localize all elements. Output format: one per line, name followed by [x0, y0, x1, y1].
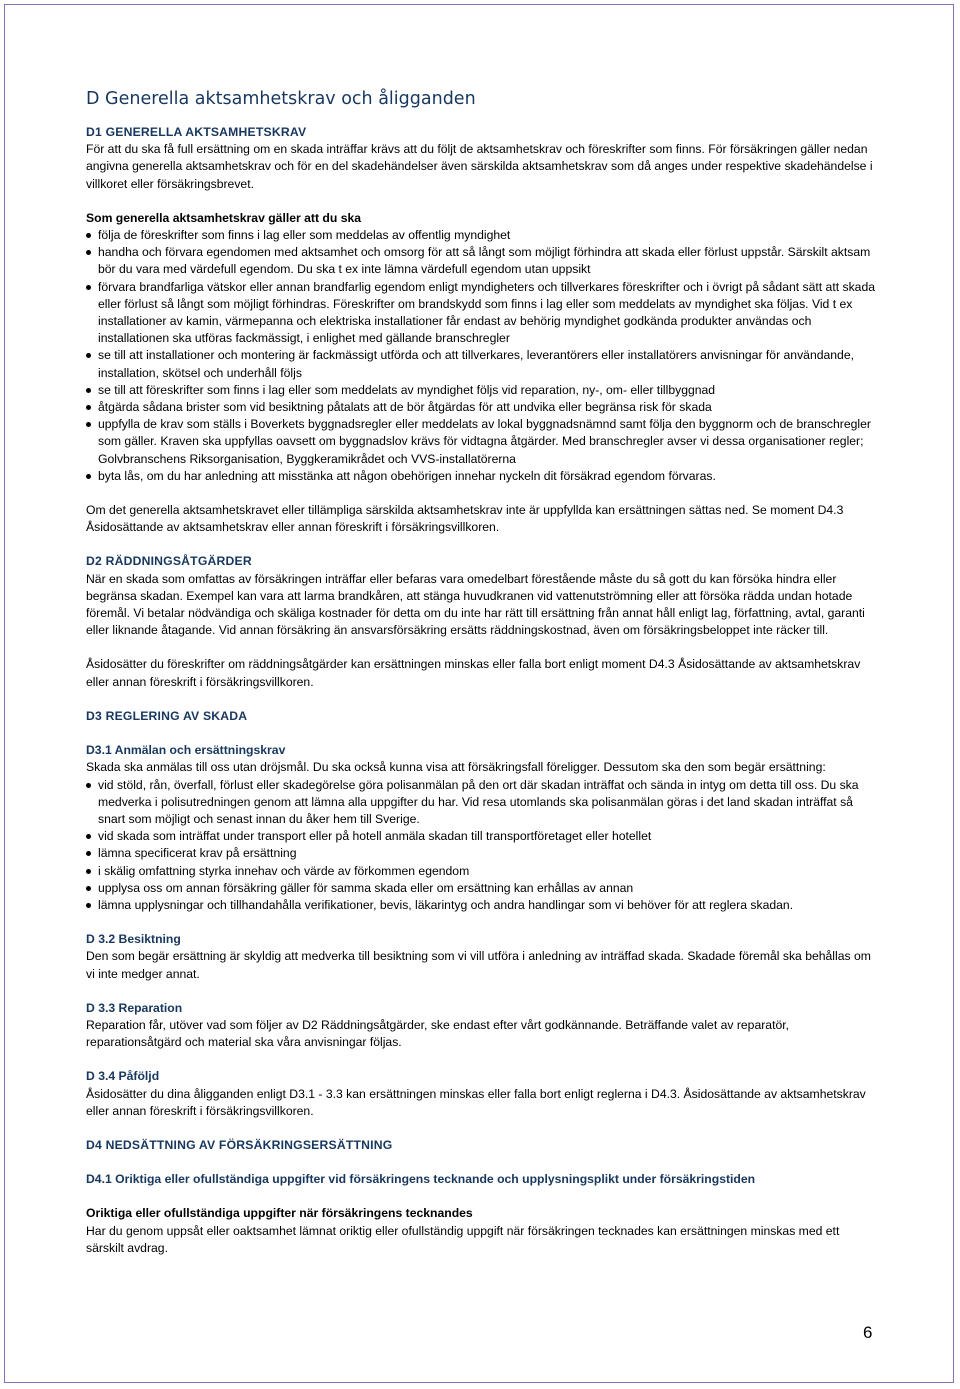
d2-text: När en skada som omfattas av försäkringen inträffar eller befaras vara omedelbart förestående måste du så gott du kan försöka hindra eller begränsa skadan. Exempel kan vara att larma brandkåren, att stänga huvudkranen vid vattenutströmning eller att försöka rädda undan hotade föremål. Vi betalar nödvändiga och skäliga kostnader för detta om du inte har rätt till ersättning från annat håll enligt lag, författning, avtal, garanti eller liknande åtagande. Vid annan försäkring än ansvarsförsäkring ersätts räddningskostnad, även om försäkringsbeloppet inte räcker till. [86, 571, 865, 638]
list-item: byta lås, om du har anledning att misstänka att någon obehörigen innehar nyckeln dit försäkrad egendom förvaras. [86, 468, 876, 485]
list-item: lämna upplysningar och tillhandahålla verifikationer, bevis, läkarintyg och andra handlingar som vi behöver för att reglera skadan. [86, 897, 876, 914]
page-number: 6 [863, 1323, 873, 1342]
d3-1-text: Skada ska anmälas till oss utan dröjsmål. Du ska också kunna visa att försäkringsfall föreligger. Dessutom ska den som begär ersättning: [86, 760, 826, 775]
list-item: följa de föreskrifter som finns i lag eller som meddelas av offentlig myndighet [86, 227, 876, 244]
section-heading-d1: D1 GENERELLA AKTSAMHETSKRAV [86, 125, 307, 139]
page-title: D Generella aktsamhetskrav och åligganden [86, 89, 476, 109]
subsection-heading-d3-3: D 3.3 Reparation [86, 1000, 183, 1015]
section-heading-d2: D2 RÄDDNINGSÅTGÄRDER [86, 554, 252, 569]
document-body [86, 88, 876, 1257]
list-item: handha och förvara egendomen med aktsamhet och omsorg för att så långt som möjligt förhindra att skada eller förlust uppstår. Särskilt aktsam bör du vara med värdefull egendom. Du ska t ex inte lämna värdefull egendom utan uppsikt [86, 244, 876, 278]
list-item: åtgärda sådana brister som vid besiktning påtalats att de bör åtgärdas för att undvika eller begränsa risk för skada [86, 399, 876, 416]
list-item: lämna specificerat krav på ersättning [86, 845, 876, 862]
subsection-heading-d4-1: D4.1 Oriktiga eller ofullständiga uppgifter vid försäkringens tecknande och upplysningsplikt under försäkringstiden [86, 1172, 756, 1187]
d3-2-text: Den som begär ersättning är skyldig att medverka till besiktning som vi vill utföra i anledning av inträffad skada. Skadade föremål ska behållas om vi inte medger annat. [86, 949, 871, 981]
list-item: se till att installationer och montering är fackmässigt utförda och att tillverkares, leverantörers eller installatörers anvisningar för användande, installation, skötsel och underhåll följs [86, 347, 876, 381]
d4-sub-heading: Oriktiga eller ofullständiga uppgifter när försäkringens tecknandes [86, 1206, 473, 1221]
list-item: i skälig omfattning styrka innehav och värde av förkommen egendom [86, 863, 876, 880]
list-item: upplysa oss om annan försäkring gäller för samma skada eller om ersättning kan erhållas av annan [86, 880, 876, 897]
d4-sub-text: Har du genom uppsåt eller oaktsamhet lämnat oriktig eller ofullständig uppgift när försäkringen tecknades kan ersättningen minskas med ett särskilt avdrag. [86, 1223, 840, 1255]
d2-text-2: Åsidosätter du föreskrifter om räddningsåtgärder kan ersättningen minskas eller falla bort enligt moment D4.3 Åsidosättande av aktsamhetskrav eller annan föreskrift i försäkringsvillkoren. [86, 657, 861, 689]
list-item: vid stöld, rån, överfall, förlust eller skadegörelse göra polisanmälan på den ort där skadan inträffat och sända in intyg om detta till oss. Du ska medverka i polisutredningen genom att lämna alla uppgifter du har. Vid resa utomlands ska polisanmälan göras i det land skadan inträffat så snart som möjligt och senast innan du åker hem till Sverige. [86, 777, 876, 829]
d1-list-heading: Som generella aktsamhetskrav gäller att du ska [86, 210, 362, 225]
d1-bullet-list [86, 227, 876, 485]
section-heading-d4: D4 NEDSÄTTNING AV FÖRSÄKRINGSERSÄTTNING [86, 1137, 393, 1152]
list-item: förvara brandfarliga vätskor eller annan brandfarlig egendom enligt myndigheters och tillverkares föreskrifter och i övrigt på sådant sätt att skada eller förlust så långt som möjligt förhindras. Föreskrifter om brandskydd som finns i lag eller som meddelats av myndighet ska följas. Vid t ex installationer av kamin, värmepanna och elektriska installationer får endast av behörig myndighet godkända produkter användas och installationen ska utföras fackmässigt, i enlighet med gällande branschregler [86, 279, 876, 348]
list-item: uppfylla de krav som ställs i Boverkets byggnadsregler eller meddelats av lokal byggnadsnämnd samt följa den byggnorm och de branschregler som gäller. Kraven ska uppfyllas oavsett om byggnadslov krävs för vidtagna åtgärder. Med branschregler avser vi dessa organisationer regler; Golvbranschens Riksorganisation, Byggkeramikrådet och VVS-installatörerna [86, 416, 876, 468]
list-item: se till att föreskrifter som finns i lag eller som meddelats av myndighet följs vid reparation, ny-, om- eller tillbyggnad [86, 382, 876, 399]
d1-outro: Om det generella aktsamhetskravet eller tillämpliga särskilda aktsamhetskrav inte är uppfyllda kan ersättningen sättas ned. Se moment D4.3 Åsidosättande av aktsamhetskrav eller annan föreskrift i försäkringsvillkoren. [86, 503, 844, 535]
subsection-heading-d3-4: D 3.4 Påföljd [86, 1069, 160, 1084]
d1-intro: För att du ska få full ersättning om en skada inträffar krävs att du följt de aktsamhetskrav och föreskrifter som finns. För försäkringen gäller nedan angivna generella aktsamhetskrav och för en del skadehändelser även särskilda aktsamhetskrav som då anges under respektive skadehändelse i villkoret eller försäkringsbrevet. [86, 142, 873, 191]
subsection-heading-d3-2: D 3.2 Besiktning [86, 932, 181, 947]
list-item: vid skada som inträffat under transport eller på hotell anmäla skadan till transportföretaget eller hotellet [86, 828, 876, 845]
subsection-heading-d3-1: D3.1 Anmälan och ersättningskrav [86, 743, 286, 758]
d3-4-text: Åsidosätter du dina åligganden enligt D3.1 - 3.3 kan ersättningen minskas eller falla bort enligt reglerna i D4.3. Åsidosättande av aktsamhetskrav eller annan föreskrift i försäkringsvillkoren. [86, 1086, 866, 1118]
d3-3-text: Reparation får, utöver vad som följer av D2 Räddningsåtgärder, ske endast efter vårt godkännande. Beträffande valet av reparatör, reparationsåtgärd och material ska våra anvisningar följas. [86, 1017, 790, 1050]
d3-1-bullet-list [86, 777, 876, 915]
section-heading-d3: D3 REGLERING AV SKADA [86, 708, 248, 723]
